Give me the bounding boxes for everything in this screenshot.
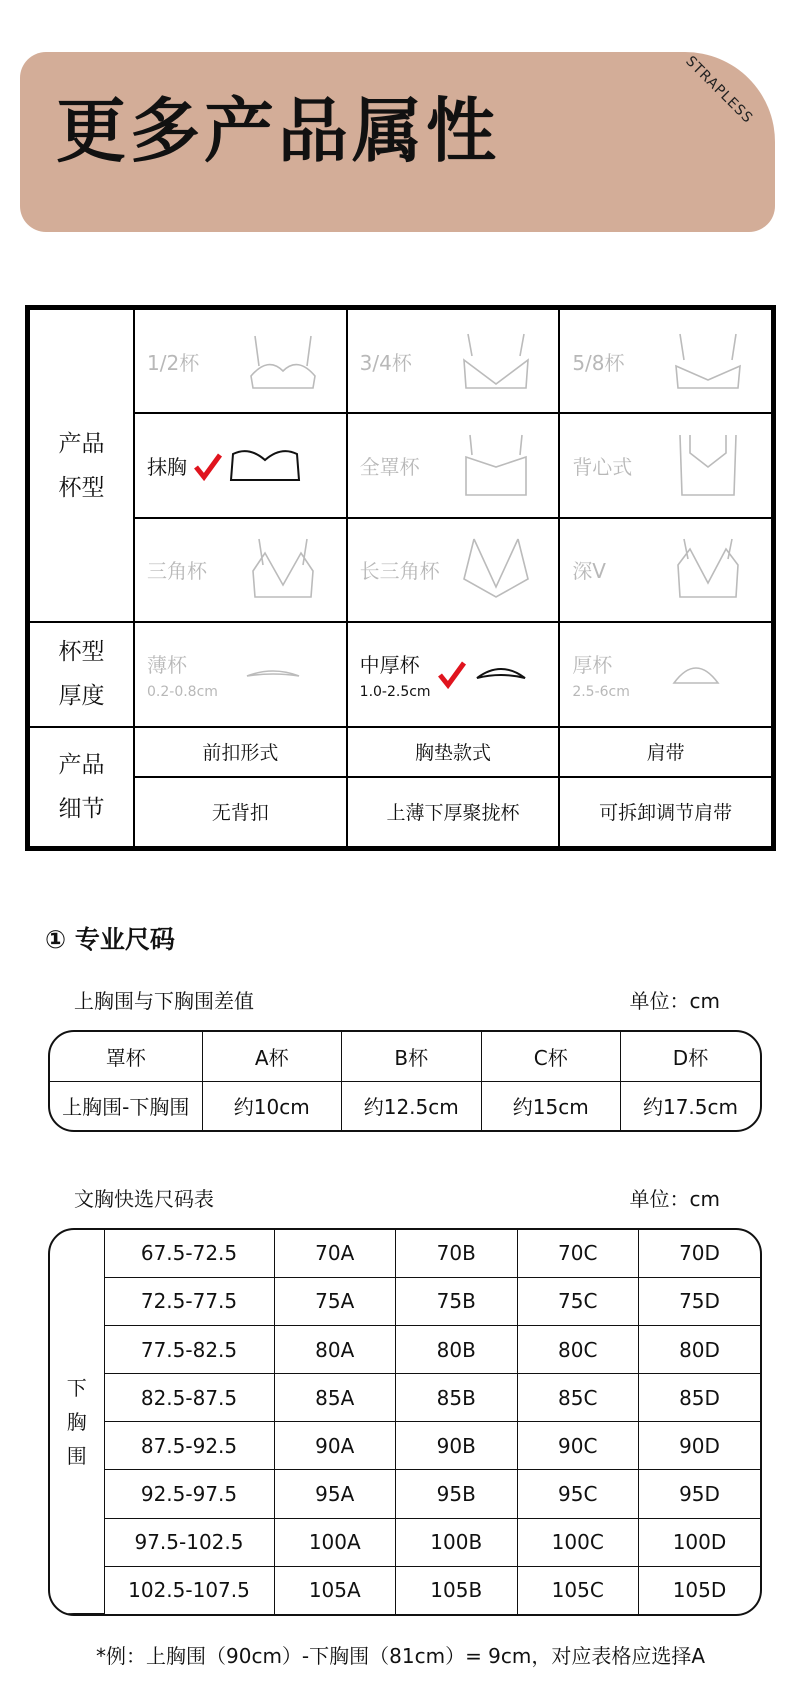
size-cell: 80B [396, 1325, 518, 1373]
checkmark-icon [437, 659, 467, 689]
size-cell: 85C [517, 1374, 639, 1422]
quick-unit: 单位：cm [629, 1187, 720, 1211]
table-row [50, 1518, 760, 1566]
table-cell: 约17.5cm [621, 1081, 761, 1130]
diff-unit: 单位：cm [629, 989, 720, 1013]
strapless-tag: STRAPLESS [682, 53, 756, 127]
size-cell: 90C [517, 1422, 639, 1470]
table-row [50, 1325, 760, 1373]
table-header: B杯 [342, 1032, 482, 1081]
underbust-range: 102.5-107.5 [104, 1566, 274, 1613]
header-banner [20, 52, 775, 232]
size-cell: 95B [396, 1470, 518, 1518]
page-title: 更多产品属性 [56, 90, 500, 172]
diff-caption: 上胸围与下胸围差值 [74, 989, 254, 1013]
detail-value: 无背扣 [134, 777, 347, 847]
table-header: A杯 [202, 1032, 342, 1081]
quick-size-table [48, 1228, 762, 1616]
size-cell: 105A [274, 1566, 396, 1613]
table-row [50, 1422, 760, 1470]
size-cell: 85B [396, 1374, 518, 1422]
size-cell: 75D [639, 1277, 761, 1325]
size-cell: 105D [639, 1566, 761, 1613]
underbust-range: 67.5-72.5 [104, 1230, 274, 1277]
size-cell: 95D [639, 1470, 761, 1518]
thin-pad-icon [243, 664, 303, 684]
full-cup-icon [456, 431, 536, 501]
thickness-option: 薄杯 0.2-0.8cm [134, 622, 347, 726]
size-cell: 85A [274, 1374, 396, 1422]
table-header: D杯 [621, 1032, 761, 1081]
cup-option: 3/4杯 [347, 309, 560, 413]
medium-pad-icon [473, 662, 529, 686]
size-cell: 100A [274, 1518, 396, 1566]
table-row [50, 1230, 760, 1277]
size-cell: 95C [517, 1470, 639, 1518]
size-cell: 100C [517, 1518, 639, 1566]
size-cell: 70B [396, 1230, 518, 1277]
five-eighths-cup-icon [668, 326, 748, 396]
table-row [50, 1470, 760, 1518]
table-header: C杯 [481, 1032, 621, 1081]
table-row [50, 1277, 760, 1325]
size-cell: 105C [517, 1566, 639, 1613]
size-cell: 85D [639, 1374, 761, 1422]
underbust-range: 77.5-82.5 [104, 1325, 274, 1373]
detail-value: 可拆卸调节肩带 [559, 777, 772, 847]
table-cell: 约12.5cm [342, 1081, 482, 1130]
size-cell: 75B [396, 1277, 518, 1325]
table-cell: 约15cm [481, 1081, 621, 1130]
table-row [50, 1566, 760, 1613]
size-cell: 80A [274, 1325, 396, 1373]
underbust-range: 87.5-92.5 [104, 1422, 274, 1470]
table-row [50, 1374, 760, 1422]
checkmark-icon [193, 451, 223, 481]
table-cell: 上胸围-下胸围 [50, 1081, 202, 1130]
cup-option: 1/2杯 [134, 309, 347, 413]
underbust-range: 72.5-77.5 [104, 1277, 274, 1325]
size-cell: 100B [396, 1518, 518, 1566]
thickness-option: 厚杯 2.5-6cm [559, 622, 772, 726]
cup-option: 5/8杯 [559, 309, 772, 413]
size-cell: 75C [517, 1277, 639, 1325]
example-note: *例：上胸围（90cm）-下胸围（81cm）= 9cm，对应表格应选择A [96, 1644, 706, 1668]
underbust-range: 97.5-102.5 [104, 1518, 274, 1566]
detail-label: 产品 细节 [29, 727, 134, 848]
cup-option: 长三角杯 [347, 518, 560, 622]
size-section-title: ① 专业尺码 [45, 925, 175, 954]
cup-option-selected: 抹胸 [134, 413, 347, 517]
triangle-cup-icon [243, 535, 323, 605]
size-cell: 105B [396, 1566, 518, 1613]
thickness-option-selected: 中厚杯 1.0-2.5cm [347, 622, 560, 726]
detail-header: 胸垫款式 [347, 727, 560, 777]
detail-header: 前扣形式 [134, 727, 347, 777]
size-cell: 70C [517, 1230, 639, 1277]
size-cell: 75A [274, 1277, 396, 1325]
cup-option: 深V [559, 518, 772, 622]
deep-v-icon [668, 535, 748, 605]
underbust-label: 下 胸 围 [50, 1230, 104, 1614]
three-quarter-cup-icon [456, 326, 536, 396]
size-cell: 70A [274, 1230, 396, 1277]
underbust-range: 82.5-87.5 [104, 1374, 274, 1422]
size-cell: 80C [517, 1325, 639, 1373]
long-triangle-cup-icon [456, 535, 536, 605]
thickness-label: 杯型 厚度 [29, 622, 134, 726]
cup-option: 全罩杯 [347, 413, 560, 517]
cup-option: 背心式 [559, 413, 772, 517]
size-cell: 80D [639, 1325, 761, 1373]
size-cell: 70D [639, 1230, 761, 1277]
underbust-range: 92.5-97.5 [104, 1470, 274, 1518]
detail-value: 上薄下厚聚拢杯 [347, 777, 560, 847]
cup-type-label: 产品 杯型 [29, 309, 134, 622]
attribute-grid [25, 305, 776, 851]
cup-option: 三角杯 [134, 518, 347, 622]
thick-pad-icon [668, 659, 724, 689]
cup-difference-table [48, 1030, 762, 1132]
size-cell: 95A [274, 1470, 396, 1518]
detail-header: 肩带 [559, 727, 772, 777]
half-cup-icon [243, 326, 323, 396]
tube-top-icon [229, 446, 301, 486]
size-cell: 90D [639, 1422, 761, 1470]
table-cell: 约10cm [202, 1081, 342, 1130]
vest-icon [668, 431, 748, 501]
size-cell: 90A [274, 1422, 396, 1470]
size-cell: 100D [639, 1518, 761, 1566]
table-header: 罩杯 [50, 1032, 202, 1081]
quick-caption: 文胸快选尺码表 [74, 1187, 214, 1211]
size-cell: 90B [396, 1422, 518, 1470]
